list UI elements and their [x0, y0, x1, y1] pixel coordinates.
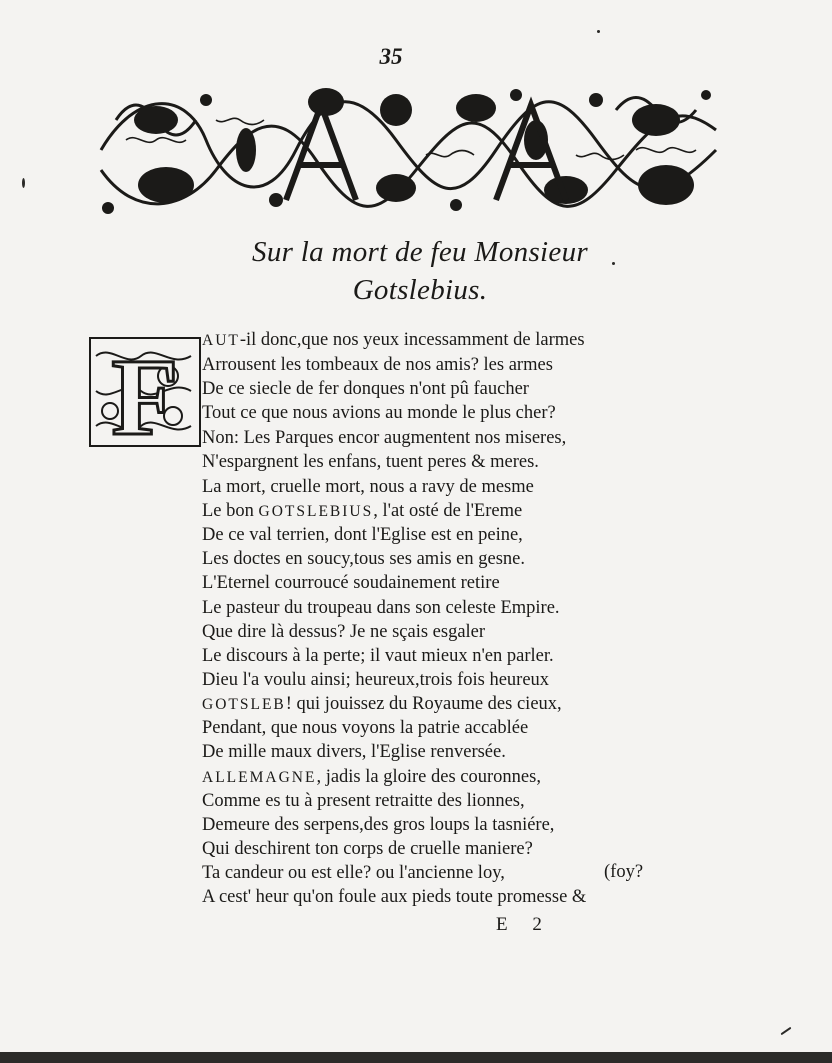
verse-line-text: De ce val terrien, dont l'Eglise est en peine,: [202, 525, 523, 545]
scan-speck: [22, 178, 25, 188]
verse-line: [202, 886, 682, 909]
verse-line-sc: GOTSLEBIUS: [258, 503, 374, 520]
verse-line-text: A cest' heur qu'on foule aux pieds toute promesse &: [202, 887, 587, 907]
verse-line: [202, 766, 682, 789]
verse-line: [202, 814, 682, 837]
verse-line-text: Dieu l'a voulu ainsi; heureux,trois fois heureux: [202, 670, 550, 690]
verse-line: [202, 693, 682, 716]
verse-line: [202, 669, 682, 692]
verse-line-sc: GOTSLEB: [202, 696, 286, 713]
poem-title-line-1: Sur la mort de feu Monsieur: [252, 236, 588, 268]
verse-line-text: , jadis la gloire des couronnes,: [316, 767, 541, 787]
verse-line: [202, 524, 682, 547]
verse-line: [202, 402, 682, 425]
verse-line: [202, 645, 682, 668]
page-number: 35: [379, 44, 403, 69]
verse-line: [202, 621, 682, 644]
verse-line-text: Tout ce que nous avions au monde le plus cher?: [202, 403, 556, 423]
verse-line-text: De ce siecle de fer donques n'ont pû faucher: [202, 379, 529, 399]
verse-line: [202, 500, 682, 523]
verse-line-text: Qui deschirent ton corps de cruelle maniere?: [202, 839, 533, 859]
verse-line-text: N'espargnent les enfans, tuent peres & meres.: [202, 452, 539, 472]
verse-line: [202, 476, 682, 499]
verse-line-text: Les doctes en soucy,tous ses amis en gesne.: [202, 549, 525, 569]
verse-line-text: Arrousent les tombeaux de nos amis? les armes: [202, 355, 553, 375]
poem-title-line-2: Gotslebius.: [352, 274, 488, 306]
verse-line: [202, 451, 682, 474]
verse-line-text: Demeure des serpens,des gros loups la tasniére,: [202, 815, 555, 835]
verse-line: [202, 427, 682, 450]
decorated-initial: [88, 336, 202, 448]
verse-line-text: L'Eternel courroucé soudainement retire: [202, 573, 500, 593]
verse-line-text: La mort, cruelle mort, nous a ravy de mesme: [202, 477, 534, 497]
verse-line-sc: AUT: [202, 332, 240, 349]
decorated-initial-letter: F: [111, 336, 179, 448]
verse-line: [202, 597, 682, 620]
verse-line-text: Le discours à la perte; il vaut mieux n'en parler.: [202, 646, 554, 666]
verse-line-text: Ta candeur ou est elle? ou l'ancienne loy,: [202, 863, 505, 883]
verse-line-text: ! qui jouissez du Royaume des cieux,: [285, 694, 562, 714]
scan-speck: [781, 1027, 792, 1036]
verse-line-text: Pendant, que nous voyons la patrie accablée: [202, 718, 529, 738]
verse-line-sc: ALLEMAGNE: [202, 769, 317, 786]
verse-line-text: , l'at osté de l'Ereme: [373, 501, 523, 521]
verse-line: [202, 548, 682, 571]
verse-line: [202, 741, 682, 764]
verse-line: [202, 838, 682, 861]
verse-line: [202, 354, 682, 377]
signature-mark: E 2: [496, 914, 552, 935]
scan-bottom-edge: [0, 1052, 832, 1063]
scan-speck: [612, 262, 615, 265]
catchword: (foy?: [604, 862, 644, 882]
verse-line-text: Le bon: [202, 501, 259, 521]
verse-line: [202, 717, 682, 740]
verse-line-text: Comme es tu à present retraitte des lionnes,: [202, 791, 525, 811]
verse-line-text: Le pasteur du troupeau dans son celeste Empire.: [202, 598, 560, 618]
verse-line-text: Non: Les Parques encor augmentent nos miseres,: [202, 428, 567, 448]
woodcut-headpiece-ornament: [96, 80, 722, 220]
verse-line: [202, 572, 682, 595]
verse-line-text: -il donc,que nos yeux incessamment de larmes: [239, 330, 585, 350]
scan-speck: [597, 30, 600, 33]
verse-line: [202, 329, 682, 352]
verse-line-text: Que dire là dessus? Je ne sçais esgaler: [202, 622, 486, 642]
verse-line-text: De mille maux divers, l'Eglise renversée.: [202, 742, 506, 762]
verse-line: [202, 790, 682, 813]
verse-line: [202, 378, 682, 401]
